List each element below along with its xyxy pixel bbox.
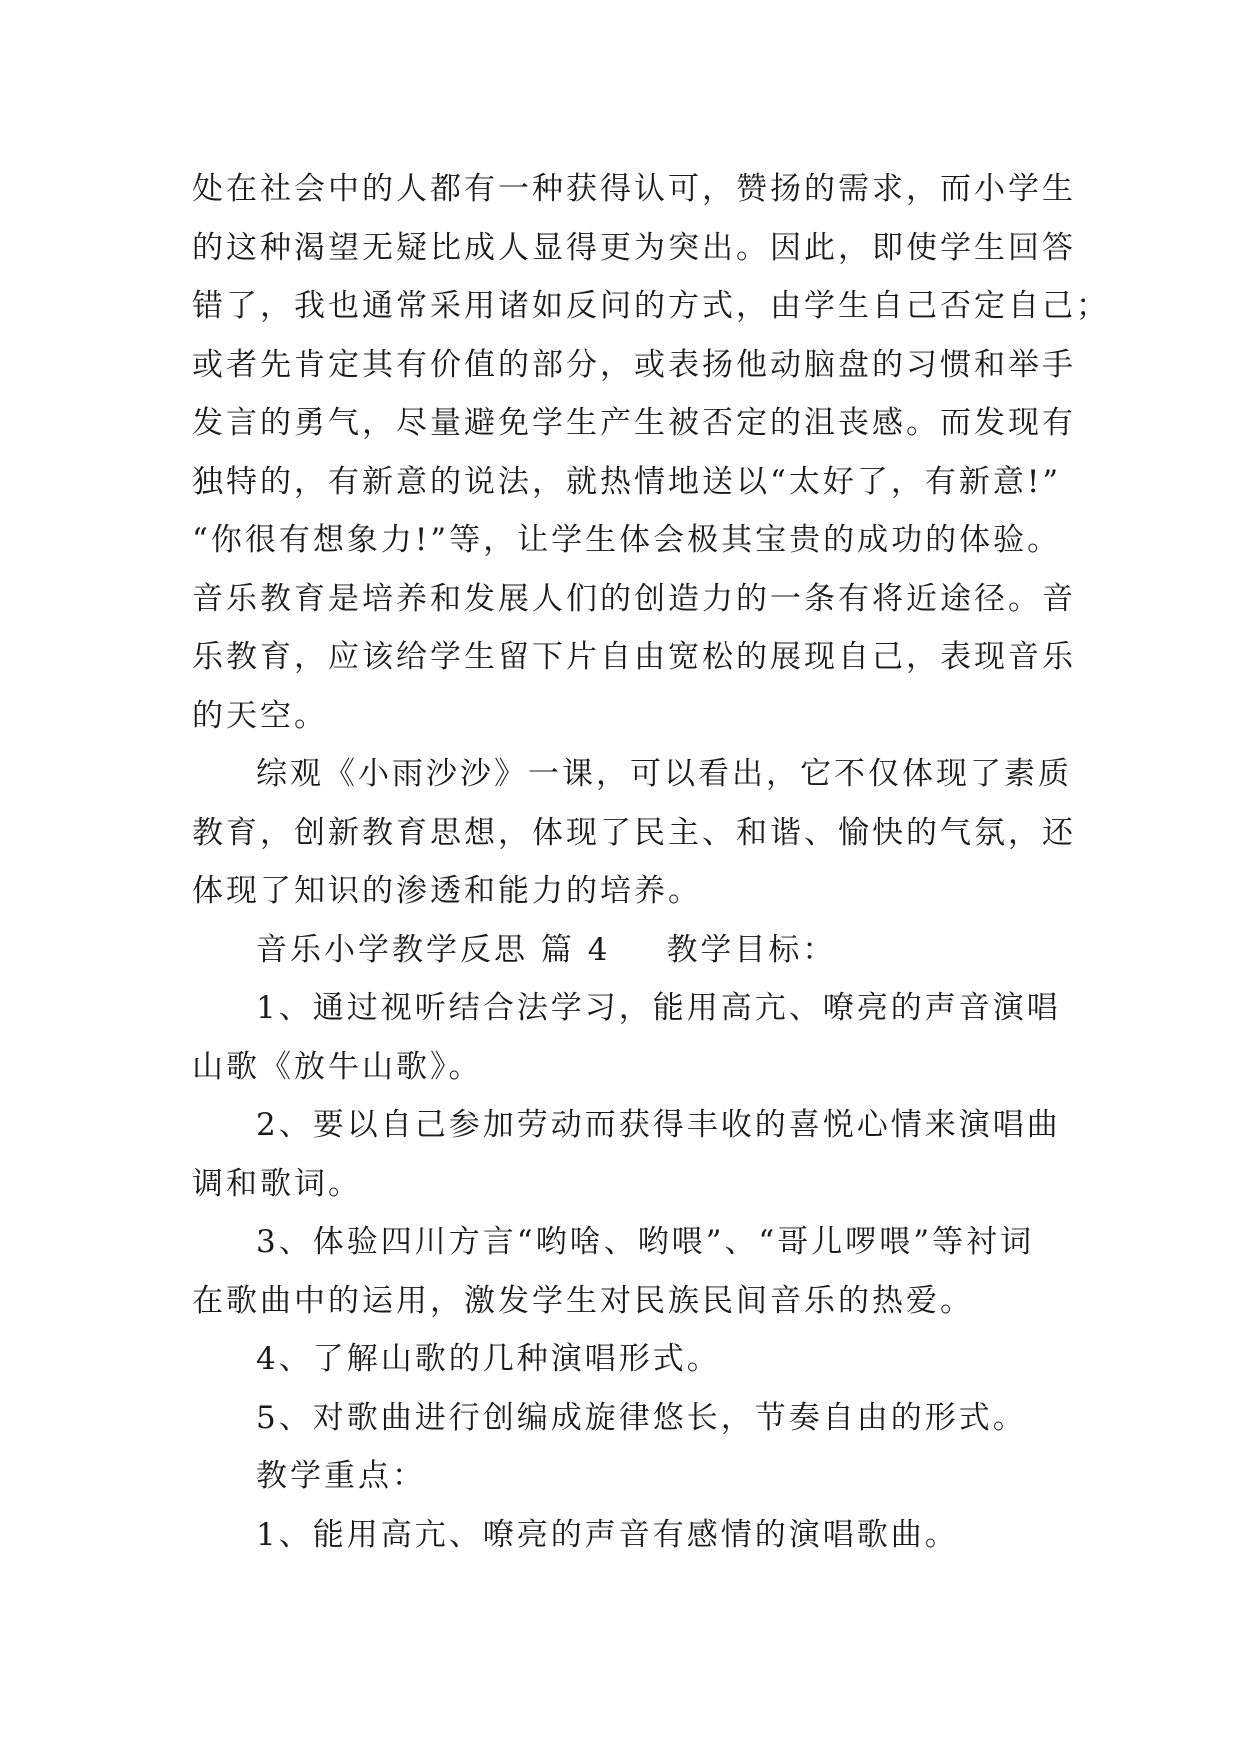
paragraph-line: 处在社会中的人都有一种获得认可，赞扬的需求，而小学生 [192, 171, 1076, 207]
paragraph-line: 的这种渴望无疑比成人显得更为突出。因此，即使学生回答 [192, 229, 1076, 266]
paragraph-line: “你很有想象力!”等，让学生体会极其宝贵的成功的体验。 [192, 522, 1062, 558]
objective-line: 2、要以自己参加劳动而获得丰收的喜悦心情来演唱曲 [256, 1107, 1061, 1143]
objective-line: 4、了解山歌的几种演唱形式。 [256, 1341, 721, 1377]
objective-line: 山歌《放牛山歌》。 [192, 1048, 483, 1085]
objective-line: 3、体验四川方言“哟啥、哟喂”、“哥儿啰喂”等衬词 [256, 1224, 1035, 1260]
objective-line: 调和歌词。 [192, 1165, 362, 1202]
paragraph-line: 的天空。 [192, 697, 328, 734]
objective-line: 5、对歌曲进行创编成旋律悠长，节奏自由的形式。 [256, 1399, 1027, 1436]
paragraph-line: 体现了知识的渗透和能力的培养。 [192, 873, 702, 909]
paragraph-line: 发言的勇气，尽量避免学生产生被否定的沮丧感。而发现有 [192, 405, 1076, 441]
paragraph-line: 教育，创新教育思想，体现了民主、和谐、愉快的气氛，还 [192, 814, 1076, 851]
focus-item: 1、能用高亢、嘹亮的声音有感情的演唱歌曲。 [256, 1516, 959, 1553]
paragraph-line: 错了，我也通常采用诸如反问的方式，由学生自己否定自己； [192, 288, 1110, 324]
paragraph-line: 音乐教育是培养和发展人们的创造力的一条有将近途径。音 [192, 580, 1076, 617]
document-body [192, 160, 1110, 1564]
paragraph-line: 乐教育，应该给学生留下片自由宽松的展现自己，表现音乐 [192, 639, 1076, 675]
section-heading-line [192, 921, 1072, 980]
paragraph-line: 独特的，有新意的说法，就热情地送以“太好了，有新意!” [192, 463, 1062, 500]
objective-line: 在歌曲中的运用，激发学生对民族民间音乐的热爱。 [192, 1282, 974, 1319]
focus-label: 教学重点： [256, 1458, 426, 1494]
paragraph-line: 综观《小雨沙沙》一课，可以看出，它不仅体现了素质 [256, 756, 1072, 792]
paragraph-line: 或者先肯定其有价值的部分，或表扬他动脑盘的习惯和举手 [192, 346, 1076, 383]
objective-line: 1、通过视听结合法学习，能用高亢、嘹亮的声音演唱 [256, 990, 1061, 1026]
objectives-label: 教学目标： [666, 931, 837, 968]
section-title: 音乐小学教学反思 篇 4 [256, 931, 611, 968]
